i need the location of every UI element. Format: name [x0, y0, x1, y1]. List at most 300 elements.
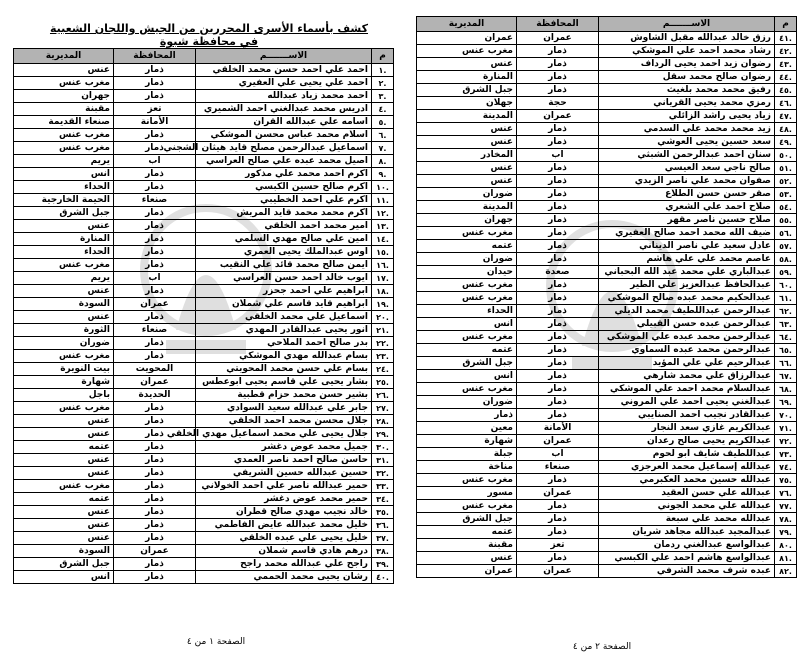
table-row: [14, 116, 394, 129]
row-directorate: شهارة: [14, 376, 114, 389]
row-number: .٢١: [372, 324, 394, 337]
row-name: احمد علي احمد حسن محمد الخلقي: [196, 64, 372, 77]
prisoners-table-page-2: [416, 16, 797, 578]
header-num: م: [372, 49, 394, 64]
row-governorate: اب: [114, 155, 196, 168]
table-row: [14, 506, 394, 519]
row-governorate: ذمار: [114, 571, 196, 584]
row-number: .١٦: [372, 259, 394, 272]
row-number: .١٨: [372, 285, 394, 298]
row-directorate: عنس: [417, 58, 517, 71]
table-row: [417, 565, 797, 578]
table-row: [417, 162, 797, 175]
row-number: .٦٢: [775, 305, 797, 318]
row-number: .٧٨: [775, 513, 797, 526]
table-row: [14, 246, 394, 259]
row-governorate: ذمار: [517, 279, 599, 292]
table-row: [14, 454, 394, 467]
row-number: .٣٤: [372, 493, 394, 506]
table-row: [14, 428, 394, 441]
document-page-2: [412, 6, 800, 660]
table-row: [417, 240, 797, 253]
row-name: صقر حسن حسن الطلاع: [599, 188, 775, 201]
row-name: بدر صالح احمد الملاحي: [196, 337, 372, 350]
row-directorate: مغرب عنس: [417, 383, 517, 396]
table-row: [14, 532, 394, 545]
row-name: عبده شرف محمد الشرفي: [599, 565, 775, 578]
table-row: [14, 441, 394, 454]
row-name: ادريس محمد عبدالغني احمد الشميري: [196, 103, 372, 116]
row-governorate: ذمار: [114, 480, 196, 493]
row-name: اكرم صالح حسين الكبسي: [196, 181, 372, 194]
row-name: عبدالله محمد علي سبعة: [599, 513, 775, 526]
row-name: سعد حسين يحيى العوشي: [599, 136, 775, 149]
row-directorate: المخادر: [417, 149, 517, 162]
table-row: [14, 402, 394, 415]
table-row: [417, 383, 797, 396]
table-row: [417, 110, 797, 123]
table-row: [14, 103, 394, 116]
row-directorate: عنس: [417, 136, 517, 149]
row-number: .٧٠: [775, 409, 797, 422]
table-row: [417, 201, 797, 214]
row-number: .٩: [372, 168, 394, 181]
table-row: [14, 363, 394, 376]
row-directorate: مقبنة: [417, 539, 517, 552]
row-governorate: ذمار: [114, 181, 196, 194]
row-governorate: ذمار: [114, 64, 196, 77]
row-governorate: ذمار: [114, 350, 196, 363]
row-name: اسماعيل عبدالرحمن مصلح قايد هيثان الشجني: [196, 142, 372, 155]
row-directorate: عتمه: [14, 493, 114, 506]
row-directorate: جبل الشرق: [14, 558, 114, 571]
row-governorate: ذمار: [114, 77, 196, 90]
row-number: .٤٠: [372, 571, 394, 584]
row-name: صفوان محمد علي ناصر الزيدي: [599, 175, 775, 188]
table-row: [417, 149, 797, 162]
row-name: عبدالله إسماعيل محمد العرجزي: [599, 461, 775, 474]
row-directorate: جبل الشرق: [14, 207, 114, 220]
row-number: .٣٦: [372, 519, 394, 532]
row-directorate: المنارة: [417, 71, 517, 84]
row-governorate: ذمار: [517, 58, 599, 71]
row-governorate: ذمار: [114, 441, 196, 454]
row-number: .٧٢: [775, 435, 797, 448]
row-number: .٥٤: [775, 201, 797, 214]
row-governorate: ذمار: [517, 162, 599, 175]
row-name: عبدالله علي حسن العقيد: [599, 487, 775, 500]
table-row: [417, 292, 797, 305]
row-number: .٤٤: [775, 71, 797, 84]
row-name: زيد محمد محمد علي السدمي: [599, 123, 775, 136]
table-row: [14, 493, 394, 506]
row-governorate: ذمار: [114, 220, 196, 233]
row-governorate: ذمار: [517, 474, 599, 487]
row-directorate: مغرب عنس: [14, 129, 114, 142]
row-governorate: صنعاء: [114, 324, 196, 337]
row-number: .١٢: [372, 207, 394, 220]
row-governorate: حجة: [517, 97, 599, 110]
table-row: [417, 500, 797, 513]
row-directorate: عنس: [417, 175, 517, 188]
row-governorate: ذمار: [517, 305, 599, 318]
table-row: [14, 558, 394, 571]
table-row: [417, 513, 797, 526]
table-row: [14, 376, 394, 389]
row-number: .٣٠: [372, 441, 394, 454]
row-name: عبدالرحمن عبده حسن القبيلي: [599, 318, 775, 331]
table-row: [14, 259, 394, 272]
row-name: اسامه علي عبدالله القران: [196, 116, 372, 129]
row-name: صلاح احمد علي الشعري: [599, 201, 775, 214]
row-directorate: عتمه: [417, 526, 517, 539]
row-name: عبدالغني يحيى احمد علي المروني: [599, 396, 775, 409]
row-number: .١٧: [372, 272, 394, 285]
table-row: [417, 526, 797, 539]
row-governorate: ذمار: [114, 532, 196, 545]
row-name: راجح علي عبدالله محمد راجح: [196, 558, 372, 571]
table-row: [417, 45, 797, 58]
table-row: [417, 266, 797, 279]
row-name: عبدالله علي محمد الجوني: [599, 500, 775, 513]
table-row: [14, 168, 394, 181]
row-name: عبدالواسع هاشم احمد علي الكبسي: [599, 552, 775, 565]
row-name: رزق خالد عبدالله مقبل الشاوش: [599, 32, 775, 45]
row-number: .٥٣: [775, 188, 797, 201]
row-governorate: اب: [517, 149, 599, 162]
row-governorate: ذمار: [517, 84, 599, 97]
table-row: [14, 545, 394, 558]
row-directorate: المنارة: [14, 233, 114, 246]
row-governorate: ذمار: [517, 396, 599, 409]
row-directorate: عنس: [14, 467, 114, 480]
row-name: عبدالمجيد عبدالله مجاهد شريان: [599, 526, 775, 539]
row-directorate: السودة: [14, 545, 114, 558]
table-row: [14, 77, 394, 90]
row-number: .٤٥: [775, 84, 797, 97]
row-directorate: بيت النويرة: [14, 363, 114, 376]
row-number: .٣٢: [372, 467, 394, 480]
row-directorate: ضوران: [417, 396, 517, 409]
row-governorate: ذمار: [114, 142, 196, 155]
row-name: عبدالله حسين محمد العكبرمي: [599, 474, 775, 487]
row-name: رفيق محمد محمد بلغيث: [599, 84, 775, 97]
row-directorate: مغرب عنس: [14, 142, 114, 155]
row-name: اكرم علي احمد الخطيبي: [196, 194, 372, 207]
row-directorate: انس: [417, 370, 517, 383]
row-directorate: عنس: [14, 532, 114, 545]
row-directorate: ضوران: [14, 337, 114, 350]
row-directorate: الحداء: [14, 181, 114, 194]
row-directorate: مناخة: [417, 461, 517, 474]
table-row: [417, 435, 797, 448]
row-number: .٤٦: [775, 97, 797, 110]
row-number: .٢٣: [372, 350, 394, 363]
row-number: .٤٩: [775, 136, 797, 149]
row-number: .٥٦: [775, 227, 797, 240]
row-number: .١: [372, 64, 394, 77]
row-number: .٧٩: [775, 526, 797, 539]
row-number: .٦٦: [775, 357, 797, 370]
row-directorate: مغرب عنس: [417, 279, 517, 292]
row-number: .٥: [372, 116, 394, 129]
row-governorate: ذمار: [517, 201, 599, 214]
row-name: عبدالسلام محمد احمد علي الموشكي: [599, 383, 775, 396]
row-governorate: ذمار: [517, 227, 599, 240]
row-name: ضيف الله محمد احمد صالح العفيري: [599, 227, 775, 240]
header-name: الاســـــــم: [196, 49, 372, 64]
row-name: عبدالباري علي محمد عبد الله البحباني: [599, 266, 775, 279]
row-governorate: ذمار: [114, 233, 196, 246]
row-directorate: الحداء: [417, 305, 517, 318]
table-row: [417, 318, 797, 331]
row-name: رضوان صالح محمد سقل: [599, 71, 775, 84]
row-number: .١٤: [372, 233, 394, 246]
row-governorate: ذمار: [114, 415, 196, 428]
row-number: .٥٥: [775, 214, 797, 227]
row-number: .٦٧: [775, 370, 797, 383]
row-governorate: ذمار: [114, 558, 196, 571]
row-governorate: ذمار: [517, 188, 599, 201]
row-number: .٥٠: [775, 149, 797, 162]
row-name: رضوان زيد احمد يحيى الرداف: [599, 58, 775, 71]
row-governorate: عمران: [517, 565, 599, 578]
row-name: عبدالرحيم علي علي المؤيد: [599, 357, 775, 370]
table-row: [14, 571, 394, 584]
table-row: [14, 207, 394, 220]
row-governorate: الأمانة: [114, 116, 196, 129]
row-governorate: ذمار: [114, 311, 196, 324]
row-governorate: عمران: [517, 487, 599, 500]
row-name: جميل محمد عوض دغشر: [196, 441, 372, 454]
row-name: عبدالحافظ عبدالعزيز علي الطير: [599, 279, 775, 292]
row-name: بشير حسن محمد حزام قطبية: [196, 389, 372, 402]
table-row: [14, 272, 394, 285]
row-governorate: المحويت: [114, 363, 196, 376]
row-governorate: ذمار: [114, 168, 196, 181]
table-row: [417, 539, 797, 552]
row-directorate: ضوران: [417, 188, 517, 201]
row-number: .٦٣: [775, 318, 797, 331]
header-governorate: المحافظة: [517, 17, 599, 32]
table-row: [14, 233, 394, 246]
row-name: عبدالواسع عبدالغني ردمان: [599, 539, 775, 552]
row-directorate: مقبنة: [14, 103, 114, 116]
row-governorate: الحديدة: [114, 389, 196, 402]
document-title: كشف بأسماء الأسرى المحررين من الجيش واللجان الشعبية في محافظة شبوة: [49, 22, 369, 48]
table-row: [14, 415, 394, 428]
table-row: [417, 123, 797, 136]
table-row: [14, 64, 394, 77]
row-governorate: اب: [517, 448, 599, 461]
row-number: .٢٥: [372, 376, 394, 389]
header-directorate: المديرية: [417, 17, 517, 32]
row-name: صلاح حسين ناصر مقهر: [599, 214, 775, 227]
row-name: اكرم احمد محمد علي مذكور: [196, 168, 372, 181]
table-row: [417, 331, 797, 344]
row-governorate: ذمار: [114, 246, 196, 259]
row-governorate: الأمانة: [517, 422, 599, 435]
row-name: حمير محمد عوض دغشر: [196, 493, 372, 506]
row-number: .٢٠: [372, 311, 394, 324]
row-number: .٣٩: [372, 558, 394, 571]
row-number: .١٣: [372, 220, 394, 233]
row-governorate: ذمار: [114, 493, 196, 506]
row-name: حاسن صالح احمد ناصر العمدي: [196, 454, 372, 467]
row-number: .٥٧: [775, 240, 797, 253]
row-directorate: مغرب عنس: [417, 331, 517, 344]
table-row: [417, 409, 797, 422]
row-governorate: ذمار: [517, 240, 599, 253]
row-number: .٢٤: [372, 363, 394, 376]
row-governorate: ذمار: [517, 370, 599, 383]
row-name: امين علي صالح مهدي السلمي: [196, 233, 372, 246]
row-name: عادل سعيد علي ناصر الديناني: [599, 240, 775, 253]
table-row: [417, 214, 797, 227]
table-header-row: [14, 49, 394, 64]
row-directorate: عتمه: [417, 240, 517, 253]
row-name: ايمن صالح محمد قائد علي النقيب: [196, 259, 372, 272]
table-row: [417, 448, 797, 461]
row-directorate: عتمه: [14, 441, 114, 454]
row-number: .٦٥: [775, 344, 797, 357]
row-governorate: ذمار: [114, 285, 196, 298]
row-number: .٥٩: [775, 266, 797, 279]
row-governorate: تعز: [517, 539, 599, 552]
row-governorate: ذمار: [517, 136, 599, 149]
row-number: .٧٦: [775, 487, 797, 500]
row-governorate: ذمار: [517, 123, 599, 136]
row-governorate: عمران: [114, 545, 196, 558]
table-row: [417, 175, 797, 188]
row-name: بسام عبدالله مهدي الموشكي: [196, 350, 372, 363]
row-directorate: جبل الشرق: [417, 357, 517, 370]
row-directorate: صنعاء القديمة: [14, 116, 114, 129]
row-number: .٦: [372, 129, 394, 142]
row-directorate: جهران: [417, 214, 517, 227]
table-row: [417, 487, 797, 500]
row-name: عبدالرحمن محمد عبده السماوي: [599, 344, 775, 357]
row-directorate: جبل الشرق: [417, 513, 517, 526]
row-name: رمزي محمد يحيى القرياني: [599, 97, 775, 110]
row-number: .٧٣: [775, 448, 797, 461]
row-name: زياد يحيى راشد الزائلي: [599, 110, 775, 123]
row-number: .١٩: [372, 298, 394, 311]
table-row: [14, 298, 394, 311]
row-directorate: عنس: [417, 552, 517, 565]
row-name: خالد نجيب مهدي صالح قطران: [196, 506, 372, 519]
row-governorate: ذمار: [517, 552, 599, 565]
row-directorate: المدينة: [417, 110, 517, 123]
table-row: [417, 136, 797, 149]
row-directorate: عنس: [14, 454, 114, 467]
table-row: [417, 84, 797, 97]
row-governorate: ذمار: [114, 454, 196, 467]
row-directorate: الحداء: [14, 246, 114, 259]
table-row: [417, 305, 797, 318]
row-governorate: ذمار: [517, 344, 599, 357]
row-number: .٨: [372, 155, 394, 168]
row-directorate: عنس: [14, 285, 114, 298]
row-directorate: مغرب عنس: [417, 227, 517, 240]
row-number: .٧١: [775, 422, 797, 435]
row-name: احمد محمد زياد عبدالله: [196, 90, 372, 103]
row-number: .١٥: [372, 246, 394, 259]
row-number: .٧٧: [775, 500, 797, 513]
row-name: ايوب خالد احمد حسن العراسي: [196, 272, 372, 285]
row-directorate: عنس: [14, 220, 114, 233]
table-row: [417, 188, 797, 201]
table-header-row: [417, 17, 797, 32]
table-row: [14, 337, 394, 350]
row-directorate: حيدان: [417, 266, 517, 279]
row-directorate: مغرب عنس: [14, 350, 114, 363]
row-governorate: ذمار: [517, 292, 599, 305]
page-number-footer: الصفحة ١ من ٤: [186, 637, 246, 647]
row-governorate: عمران: [517, 110, 599, 123]
table-row: [417, 58, 797, 71]
row-name: جلال محسن محمد احمد الخلقي: [196, 415, 372, 428]
row-name: خليل محمد عبدالله عايض الفاطمي: [196, 519, 372, 532]
row-name: بشار يحيى علي قاسم يحيى ابوعطس: [196, 376, 372, 389]
row-name: حمير عبدالله ناصر علي احمد الخولاني: [196, 480, 372, 493]
page-number-footer: الصفحة ٢ من ٤: [572, 642, 632, 652]
row-name: انور يحيى عبدالقادر المهدي: [196, 324, 372, 337]
table-row: [14, 142, 394, 155]
row-directorate: جبلة: [417, 448, 517, 461]
row-directorate: معين: [417, 422, 517, 435]
row-number: .٣٧: [372, 532, 394, 545]
row-directorate: الثورة: [14, 324, 114, 337]
row-number: .٣: [372, 90, 394, 103]
table-row: [417, 227, 797, 240]
row-number: .٤٢: [775, 45, 797, 58]
row-directorate: مغرب عنس: [14, 259, 114, 272]
row-name: جلال يحيى علي محمد اسماعيل مهدي الخلقي: [196, 428, 372, 441]
row-number: .٢: [372, 77, 394, 90]
row-name: سنان احمد عبدالرحمن الشبثي: [599, 149, 775, 162]
row-name: عبدالحكيم محمد عبده صالح الموشكي: [599, 292, 775, 305]
table-row: [417, 253, 797, 266]
row-number: .٥٨: [775, 253, 797, 266]
row-governorate: عمران: [517, 32, 599, 45]
row-governorate: صنعاء: [114, 194, 196, 207]
table-row: [14, 324, 394, 337]
row-name: عبداللطيف شايف ابو لحوم: [599, 448, 775, 461]
row-directorate: عمران: [417, 32, 517, 45]
row-name: ابراهيم علي احمد جحزر: [196, 285, 372, 298]
row-governorate: ذمار: [517, 513, 599, 526]
prisoners-table-page-1: [13, 48, 394, 584]
header-governorate: المحافظة: [114, 49, 196, 64]
row-governorate: ذمار: [517, 357, 599, 370]
row-governorate: ذمار: [114, 519, 196, 532]
row-name: اصيل محمد عبده علي صالح العراسي: [196, 155, 372, 168]
row-directorate: مغرب عنس: [417, 292, 517, 305]
row-name: درهم هادي قاسم شملان: [196, 545, 372, 558]
table-row: [14, 467, 394, 480]
row-governorate: تعز: [114, 103, 196, 116]
table-row: [417, 357, 797, 370]
table-row: [417, 461, 797, 474]
row-directorate: جبل الشرق: [417, 84, 517, 97]
table-row: [417, 32, 797, 45]
row-governorate: ذمار: [114, 467, 196, 480]
table-row: [14, 155, 394, 168]
row-directorate: يريم: [14, 272, 114, 285]
row-name: عبدالرحمن محمد عبده علي الموشكي: [599, 331, 775, 344]
row-directorate: مغرب عنس: [14, 77, 114, 90]
